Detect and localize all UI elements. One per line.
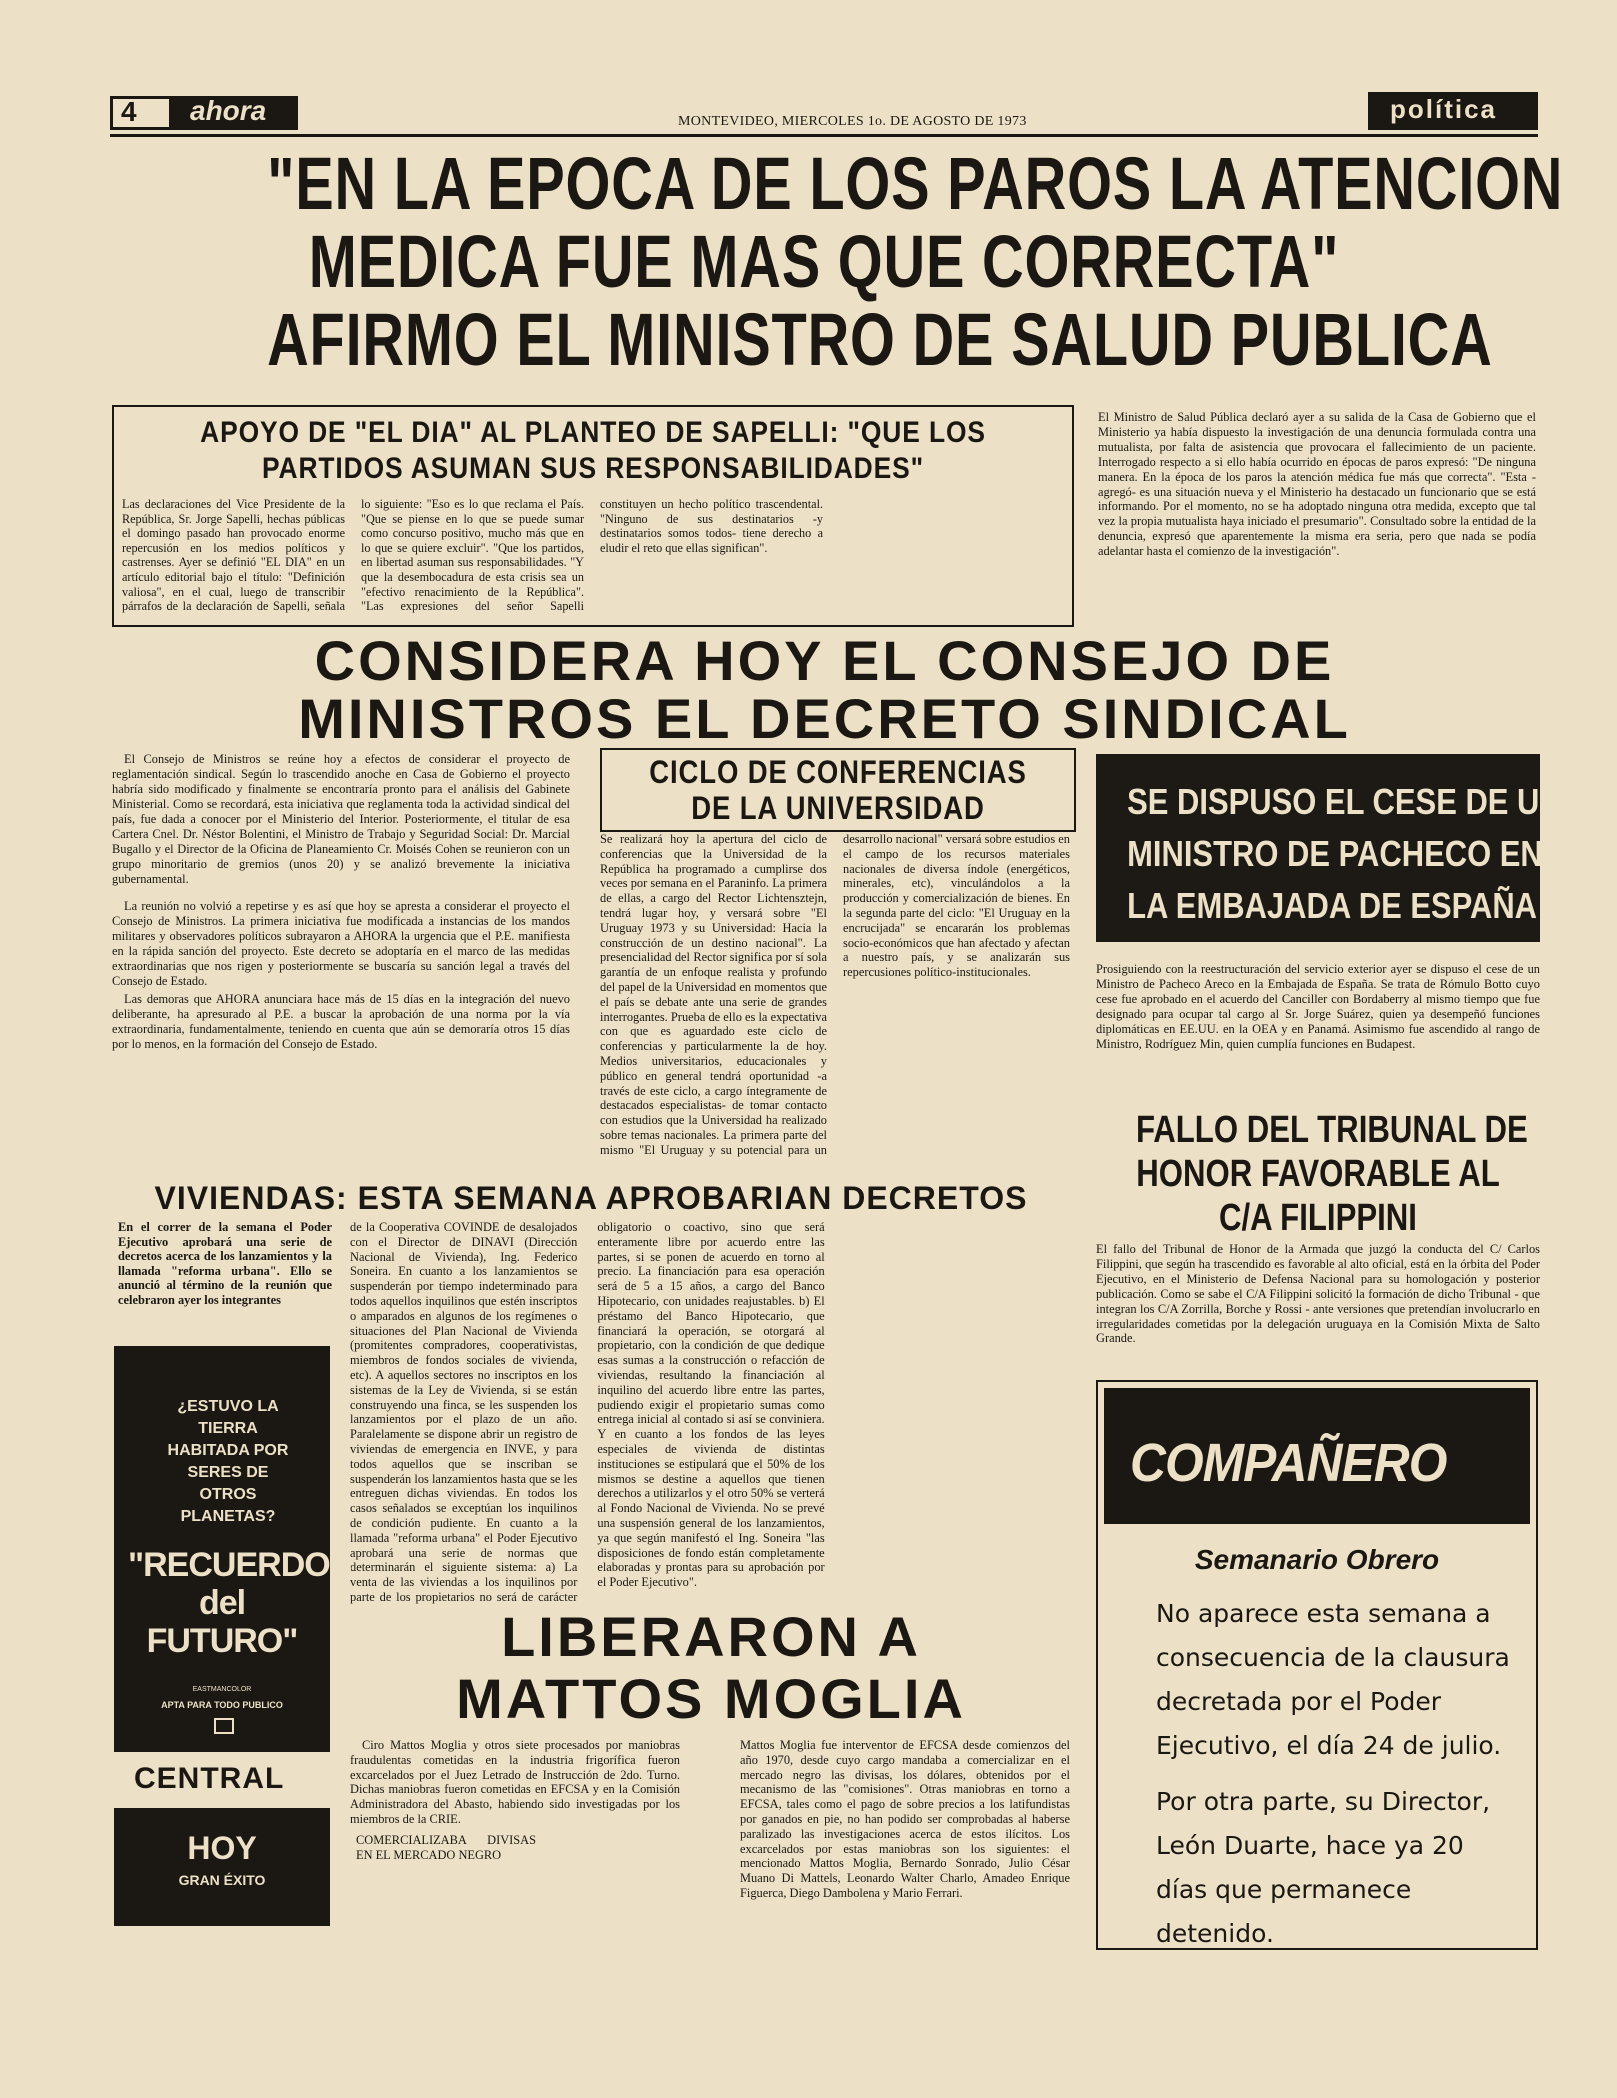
sapelli-body: Las declaraciones del Vice Presidente de la República, Sr. Jorge Sapelli, hechas públicas el domingo pasado han provocado enorme repercusión en los medios políticos y castrenses. Ayer se definió "EL DIA" en un artículo editorial bajo el título: "Definición valiosa", en el cual, luego de transcribir párrafos de la declaración de Sapelli, señala lo siguiente: "Eso es lo que reclama el País. "Que se piense en lo que se puede sumar como concurso positivo, mucho más que en lo que se quiere excluir". "Que los partidos, en libertad asuman sus responsabilidades. "Y que la desembocadura de esta crisis sea un "efectivo renacimiento de la República". "Las expresiones del señor Sapelli constituyen un hecho político trascendental. "Ninguno de sus destinatarios -y destinatarios somos todos- tiene derecho a eludir el reto que ellas significan". (122, 497, 823, 614)
ciclo-headline-line2: DE LA UNIVERSIDAD (691, 790, 985, 826)
consejo-headline-line2: MINISTROS EL DECRETO SINDICAL (298, 687, 1351, 750)
fallo-headline-line3: C/A FILIPPINI (1219, 1197, 1417, 1239)
cinema-ad-distributor: EASTMANCOLOR (192, 1686, 252, 1693)
companero-ad (1096, 1380, 1538, 1950)
viviendas-headline: VIVIENDAS: ESTA SEMANA APROBARIAN DECRETOS (154, 1180, 1028, 1216)
fallo-body: El fallo del Tribunal de Honor de la Armada que juzgó la conducta del C/ Carlos Filippini, que según ha trascendido es favorable al alto oficial, está en la órbita del Poder Ejecutivo, en el Ministerio de Defensa Nacional para su homologación y posterior publicación. Como se sabe el C/A Filippini solicitó la formación de dicho Tribunal - que integran los C/A Zorrilla, Borche y Rossi - ante versiones que pretendían involucrarlo en irregularidades cometidas por la delegación uruguaya en la Comisión Mixta de Salto Grande. (1096, 1242, 1540, 1346)
cese-headline-line3: LA EMBAJADA DE ESPAÑA (1127, 885, 1538, 926)
masthead-box (172, 96, 298, 130)
consejo-paragraph-2: La reunión no volvió a repetirse y es así que hoy se apresta a considerar el proyecto el Consejo de Ministros. La primera iniciativa fue modificada a instancias de los mandos militares y observadores políticos subrayaron a AHORA la urgencia que el P.E. manifiesta en la rápida sanción del proyecto. Este decreto se adoptaría en el marco de las medidas extraordinarias que nos rigen y posteriormente se buscaría su sanción legal a través del Consejo de Estado. (112, 899, 570, 988)
companero-masthead-band (1104, 1388, 1530, 1524)
viviendas-body-lead: En el correr de la semana el Poder Ejecutivo aprobará una serie de decretos acerca de los lanzamientos y la llamada "reforma urbana". Ello se anunció al término de la reunión que celebraron ayer los integrantes (118, 1220, 332, 1307)
page-number-box (110, 96, 172, 130)
cinema-ad-gran-exito: GRAN ÉXITO (178, 1872, 266, 1888)
companero-notice: No aparece esta semana a consecuencia de la clausura decretada por el Poder Ejecutivo, el día 24 de julio. (1156, 1599, 1510, 1760)
lead-body: El Ministro de Salud Pública declaró ayer a su salida de la Casa de Gobierno que el Ministerio ya había dispuesto la investigación de una denuncia formulada contra una mutualista, por falta de asistencia que provocara el fallecimiento de un paciente. Interrogado respecto a si ello había ocurrido en épocas de paros expresó: "De ninguna manera. En la época de los paros la atención médica fue más que correcta". "Esta -agregó- es una situación nueva y el Ministerio ha destacado un funcionario que se está informando. Por el momento, no se ha adoptado ninguna otra medida, excepto que tal vez la propia mutualista haya iniciado el presumario". Consultado sobre la entidad de la denuncia, expresó que aparentemente la misma era seria, pero que nada se podía adelantar hasta el comienzo de la investigación". (1098, 410, 1536, 559)
sapelli-headline-line2: PARTIDOS ASUMAN SUS RESPONSABILIDADES" (261, 452, 925, 485)
cinema-ad-hoy: HOY (187, 1830, 257, 1866)
fallo-headline-line1: FALLO DEL TRIBUNAL DE (1135, 1109, 1528, 1151)
mattos-headline-line2: MATTOS MOGLIA (456, 1667, 966, 1730)
viviendas-body: de la Cooperativa COVINDE de desalojados con el Director de DINAVI (Dirección Nacional de Vivienda), Ing. Federico Soneira. En cuanto a los lanzamientos se suspenderán por tiempo indeterminado para todos aquellos inquilinos que estén inscriptos o amparados en algunos de los regímenes o situaciones del Plan Nacional de Vivienda (promitentes compradores, cooperativistas, miembros de fondos sociales de vivienda, etc). A aquellos sectores no inscriptos en los sistemas de la Ley de Vivienda, si se están construyendo una finca, se les suspenden los lanzamientos por el plazo de un año. Paralelamente se dispone abrir un registro de viviendas de emergencia en INVE, y para todos aquellos que se inscriban se suspenderán los lanzamientos hasta que se les entreguen dichas viviendas. En todos los casos señalados se exceptúan los inquilinos de condición pudiente. En cuanto a la llamada "reforma urbana" el Poder Ejecutivo aprobará una serie de normas que determinarán el siguiente sistema: a) La venta de las viviendas a los inquilinos por parte de los propietarios no será de carácter obligatorio o coactivo, sino que será enteramente libre por acuerdo entre las partes, si se ponen de acuerdo en torno al precio. La financiación para esa operación será de 5 a 15 años, a cargo del Banco Hipotecario, con unidades reajustables. b) El préstamo del Banco Hipotecario, que financiará la operación, se otorgará al propietario, con la condición de que dedique esas sumas a la construcción o refacción de viviendas, resultando la financiación al inquilino del acuerdo libre entre las partes, pudiendo exigir el propietario sumas como entrega inicial al contado si así se conviniera. Y en cuanto a los fondos de las leyes especiales de vivienda de distintas instituciones se estipulará que el 50% de los mismos se destine a aquellos que tienen derechos a utilizarlos y el otro 50% se verterá al Fondo Nacional de Vivienda. No se prevé una suspensión general de los lanzamientos, ya que según manifestó el Ing. Soneira "las disposiciones de fondo están completamente elaboradas y prontas para su aprobación por el Poder Ejecutivo". (350, 1220, 825, 1604)
cinema-ad (114, 1346, 352, 1926)
section-label: política (1390, 94, 1498, 124)
consejo-paragraph-3: Las demoras que AHORA anunciara hace más de 15 días en la integración del nuevo deliberante, ha apresurado al P.E. a buscar la aprobación de una norma por la vía extraordinaria, fundamentalmente, teniendo en cuenta que aún se demoraría otros 15 días por lo menos, en la formación del Consejo de Estado. (112, 992, 570, 1051)
consejo-body (112, 752, 570, 1170)
page-header (110, 92, 1538, 140)
companero-title: COMPAÑERO (1130, 1433, 1447, 1493)
cese-headline-box (1096, 754, 1562, 942)
consejo-headline-line1: CONSIDERA HOY EL CONSEJO DE (314, 629, 1335, 692)
ciclo-headline (602, 754, 1074, 826)
companero-director-note: Por otra parte, su Director, León Duarte, hace ya 20 días que permanece detenido. (1156, 1787, 1491, 1948)
mattos-body-left (350, 1738, 680, 1948)
cinema-ad-title: "RECUERDOS del FUTURO" (128, 1546, 352, 1660)
mattos-body: Mattos Moglia fue interventor de EFCSA desde comienzos del año 1970, desde cuyo cargo mandaba a comercializar en el mercado negro las divisas, los dólares, obtenidos por el mecanismo de las "comisiones". Otras maniobras en torno a EFCSA, tales como el pago de sobre precios a los latifundistas por ganados en pie, no han podido ser comprobadas al haberse paralizado las investigaciones acerca de estos ilícitos. Los excarcelados por estas maniobras son los siguientes: el mencionado Mattos Moglia, Bernardo Sonrado, Julio César Muano Di Mattels, Leonardo Walter Charlo, Amadeo Enrique Figuerca, Diego Dambolena y Mario Ferrari. (740, 1738, 1070, 1900)
dateline: MONTEVIDEO, MIERCOLES 1o. DE AGOSTO DE 1973 (678, 114, 1027, 129)
ciclo-headline-box (600, 748, 1076, 832)
cese-headline-line2: MINISTRO DE PACHECO EN (1127, 833, 1543, 874)
cinema-ad-logo-icon (214, 1718, 234, 1734)
cinema-ad-rating: APTA PARA TODO PUBLICO (161, 1700, 283, 1710)
section-box (1368, 92, 1538, 130)
mattos-subhead: COMERCIALIZABA DIVISAS EN EL MERCADO NEGRO (356, 1832, 536, 1862)
fallo-headline (1096, 1108, 1540, 1240)
lead-headline-line2: MEDICA FUE MAS QUE CORRECTA" (308, 220, 1340, 303)
lead-headline-line3: AFIRMO EL MINISTRO DE SALUD PUBLICA (267, 298, 1493, 381)
ciclo-headline-line1: CICLO DE CONFERENCIAS (649, 754, 1027, 790)
sapelli-headline (114, 415, 1072, 487)
fallo-headline-line2: HONOR FAVORABLE AL (1136, 1153, 1500, 1195)
mattos-paragraph-1: Ciro Mattos Moglia y otros siete procesados por maniobras fraudulentas cometidas en la industria frigorífica fueron excarcelados por el Juez Letrado de Instrucción de 2do. Turno. Dichas maniobras fueron cometidas en EFCSA y en la Comisión Administradora del Abasto, habiendo sido investigadas por los miembros de la CRIE. (350, 1738, 680, 1826)
ciclo-body: Se realizará hoy la apertura del ciclo de conferencias que la Universidad de la República ha programado a cumplirse dos veces por semana en el Paraninfo. La primera de ellas, a cargo del Rector Lichtensztejn, tendrá lugar hoy, y versará sobre "El Uruguay 1973 y su Universidad: Hacia la construcción de un destino nacional". La presencialidad del Rector significa por sí sola garantía de un enfoque realista y profundo del papel de la Universidad en momentos que el país se debate ante una serie de grandes interrogantes. Prueba de ello es la expectativa con que es aguardado este ciclo de conferencias y particularmente la de hoy. Medios universitarios, educacionales y público en general tendrá oportunidad -a través de este ciclo, a cargo íntegramente de destacados especialistas- de tomar contacto con estudios que la Universidad ha realizado sobre temas nacionales. La primera parte del mismo "El Uruguay y su potencial para un desarrollo nacional" versará sobre estudios en el campo de los recursos materiales nacionales de diversa índole (energéticos, minerales, etc), vinculándolos a la producción y comercialización de bienes. En la segunda parte del ciclo: "El Uruguay en la encrucijada" se encararán los problemas socio-económicos que han afectado y afectan a nuestro país, y se analizarán sus repercusiones político-institucionales. (600, 832, 1070, 1157)
sapelli-article-box (112, 405, 1074, 627)
cese-body: Prosiguiendo con la reestructuración del servicio exterior ayer se dispuso el cese de un Ministro de Pacheco Areco en la Embajada de España. Se trata de Rómulo Botto cuyo cese fue aprobado en el acuerdo del Canciller con Bordaberry al mismo tiempo que fue designado para ocupar tal cargo al Sr. Jorge Suárez, quien ya desempeñó funciones diplomáticas en EE.UU. en la OEA y en Panamá. Asimismo fue ascendido al rango de Ministro, Rodríguez Min, quien cumplía funciones en Budapest. (1096, 962, 1540, 1051)
companero-subtitle: Semanario Obrero (1194, 1544, 1440, 1575)
lead-headline (110, 142, 1564, 381)
masthead-name: ahora (190, 95, 267, 126)
cese-headline (1096, 776, 1562, 932)
cese-headline-line1: SE DISPUSO EL CESE DE UN (1127, 781, 1562, 822)
sapelli-headline-line1: APOYO DE "EL DIA" AL PLANTEO DE SAPELLI: "QUE LOS (200, 416, 986, 449)
mattos-headline (350, 1606, 1072, 1730)
page-number: 4 (121, 96, 137, 127)
cinema-ad-question: ¿ESTUVO LA TIERRA HABITADA POR SERES DE OTROS PLANETAS? (167, 1398, 289, 1525)
cinema-ad-theatre: CENTRAL (134, 1762, 285, 1795)
consejo-headline (112, 629, 1537, 750)
lead-headline-line1: "EN LA EPOCA DE LOS PAROS LA ATENCION (267, 142, 1564, 225)
header-rule (110, 134, 1538, 137)
consejo-paragraph-1: El Consejo de Ministros se reúne hoy a efectos de considerar el proyecto de reglamentación sindical. Según lo trascendido anoche en Casa de Gobierno el proyecto habría sido modificado y finalmente se encontraría pronto para el análisis del Gabinete Ministerial. Como se recordará, esta iniciativa que reglamenta toda la actividad sindical del país, fue dada a conocer por el Ministerio del Interior. Posteriormente, el titular de esa Cartera Cnel. Dr. Néstor Bolentini, el Ministro de Trabajo y Seguridad Social: Dr. Marcial Bugallo y el Director de la Oficina de Planeamiento Cr. Moisés Cohen se reunieron con un grupo minoritario de gremios (unos 20) y se analizó brevemente la iniciativa gubernamental. (112, 752, 570, 886)
cinema-ad-theatre-band (114, 1752, 330, 1808)
mattos-headline-line1: LIBERARON A (501, 1605, 921, 1668)
